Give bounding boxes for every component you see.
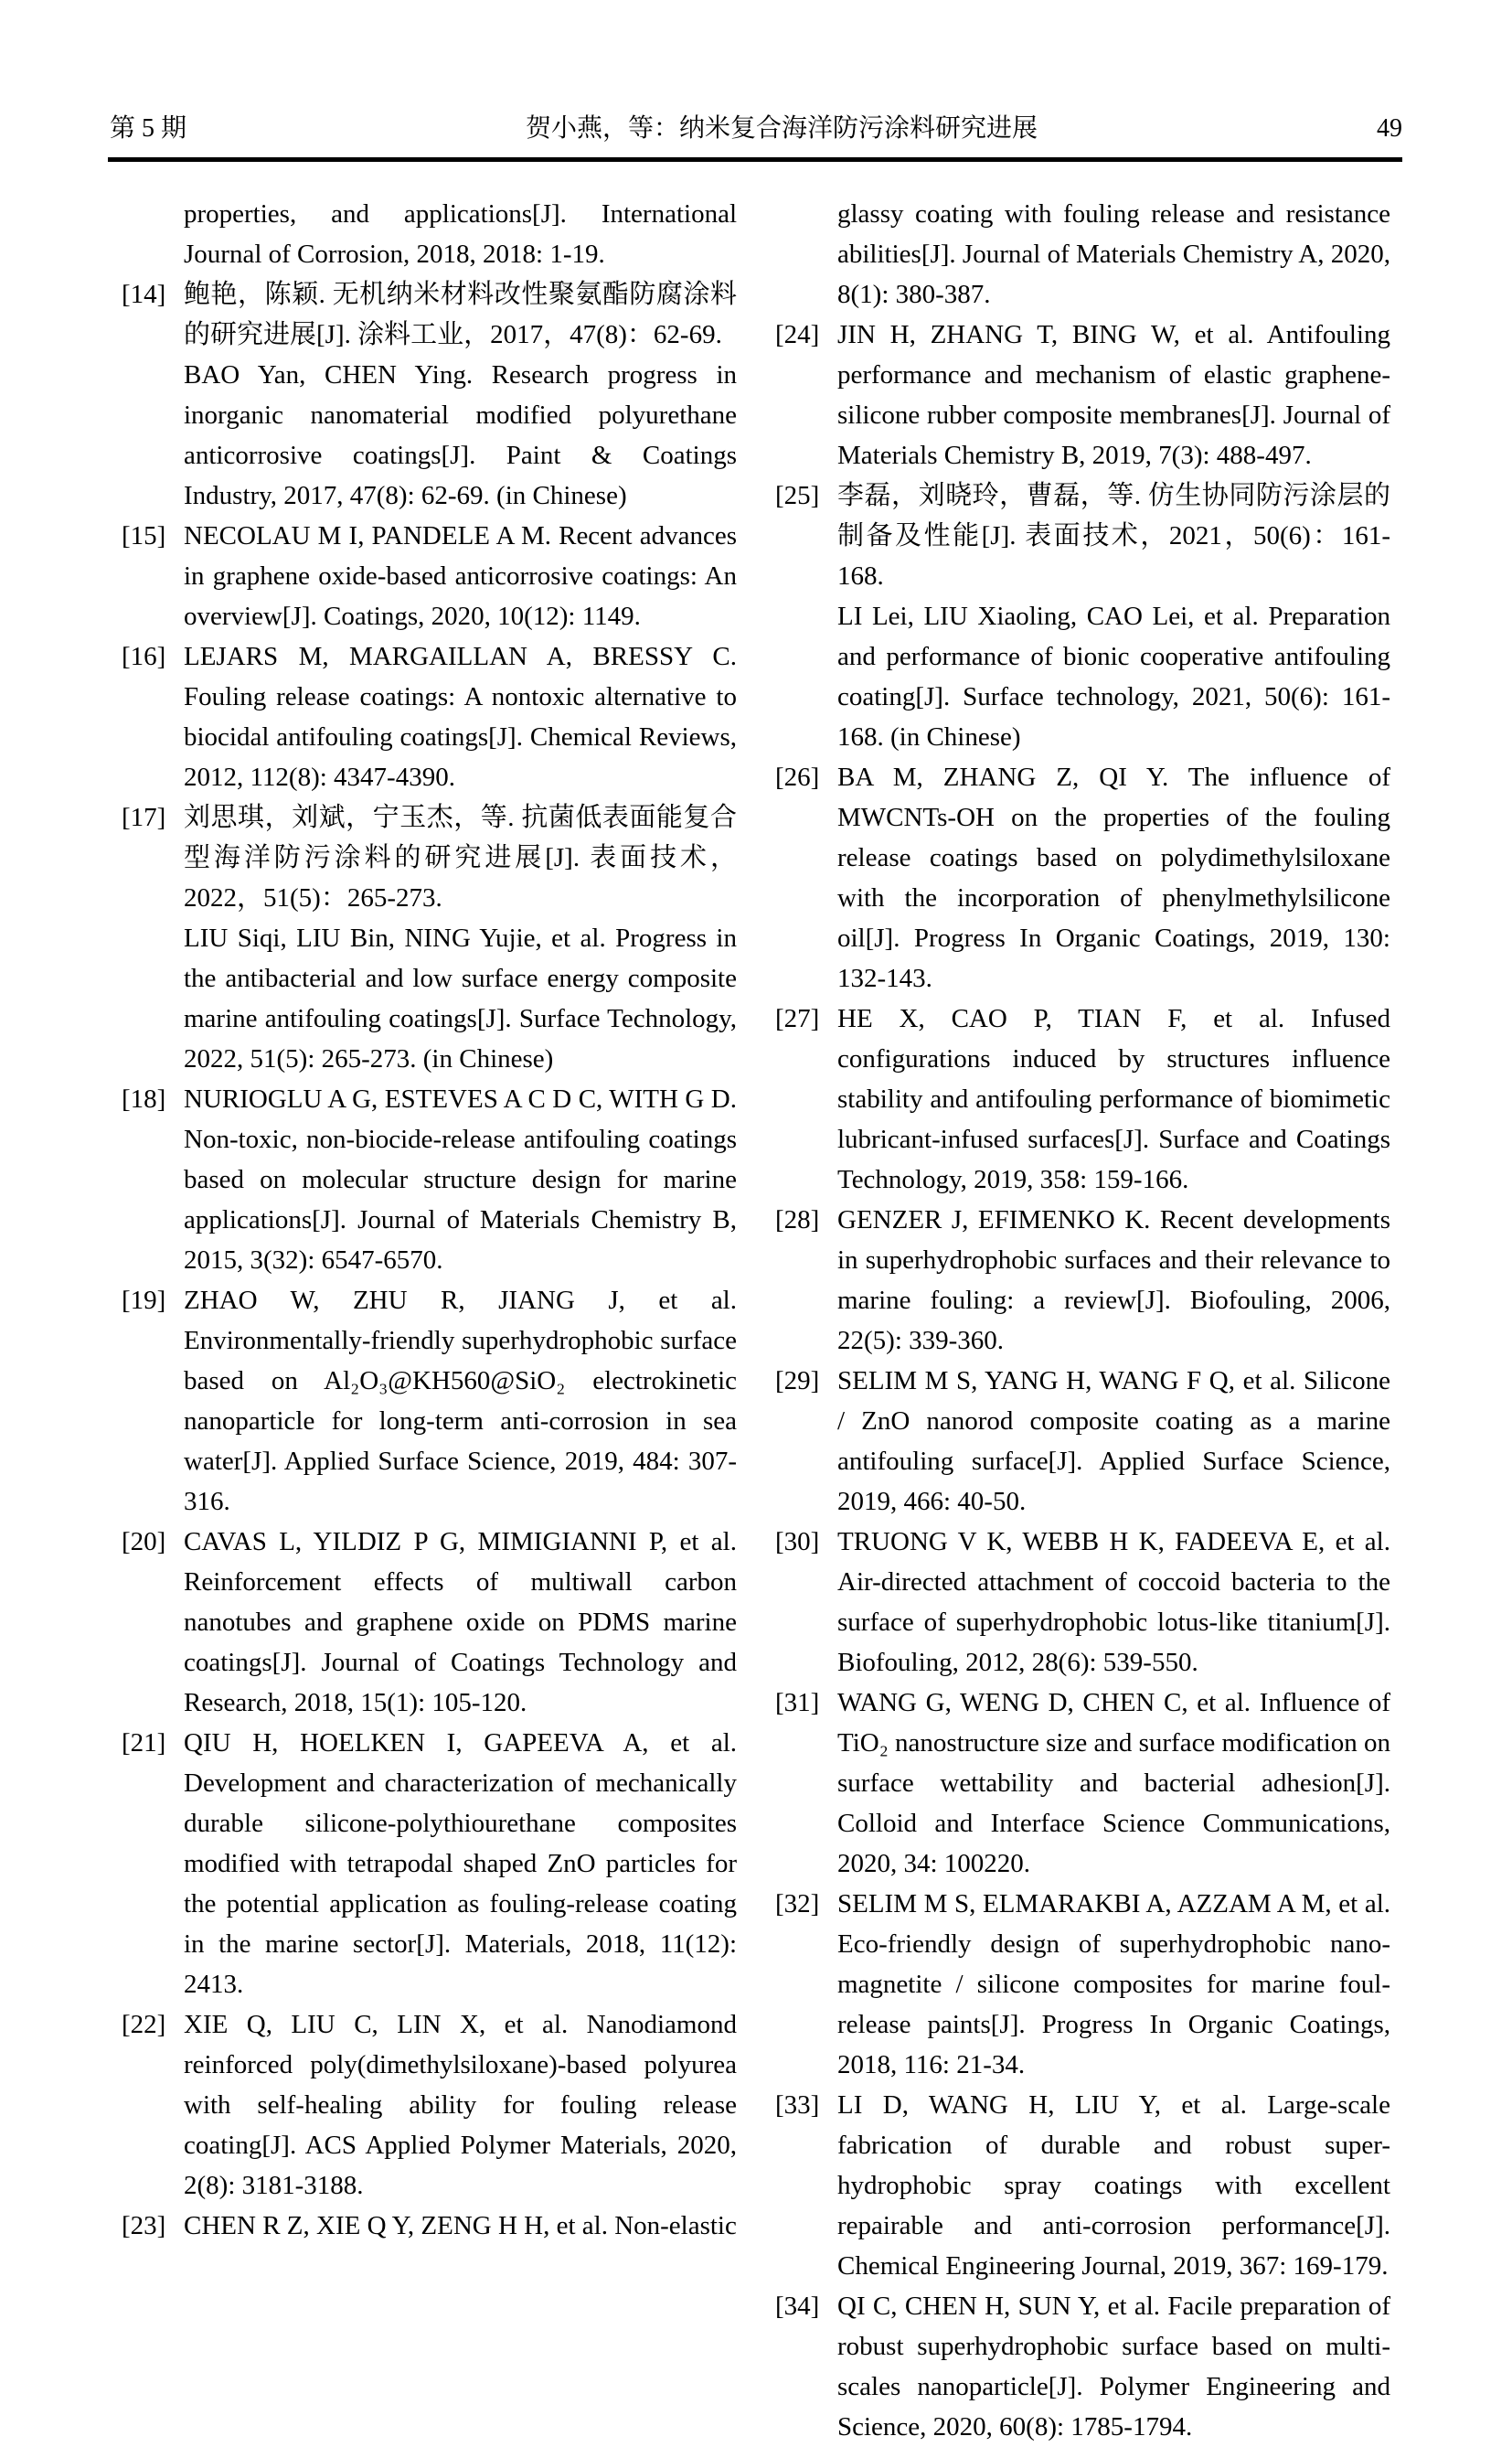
reference-text: 刘思琪，刘斌，宁玉杰，等. 抗菌低表面能复合型海洋防污涂料的研究进展[J]. 表面技术，2022，51(5)：265-273. bbox=[184, 803, 737, 913]
reference-text: LI Lei, LIU Xiaoling, CAO Lei, et al. Preparation and performance of bionic cooperative antifouling coating[J]. Surface technology, 2021, 50(6): 161-168. (in Chinese) bbox=[837, 602, 1390, 752]
reference-item bbox=[775, 999, 1390, 1200]
reference-label: [20] bbox=[122, 1527, 166, 1556]
reference-body bbox=[184, 1079, 737, 1280]
reference-text: 鲍艳，陈颖. 无机纳米材料改性聚氨酯防腐涂料的研究进展[J]. 涂料工业，2017，47(8)：62-69. bbox=[184, 280, 737, 349]
reference-label: [26] bbox=[775, 763, 820, 792]
reference-label: [22] bbox=[122, 2010, 166, 2039]
reference-text: ZHAO W, ZHU R, JIANG J, et al. Environmentally-friendly superhydrophobic surface based on Al₂O₃@KH560@SiO₂ electrokinetic nanoparticle for long-term anti-corrosion in sea water[J]. Applied Surface Science, 2019, 484: 307-316. bbox=[184, 1286, 737, 1516]
reference-label: [17] bbox=[122, 803, 166, 832]
reference-text: QIU H, HOELKEN I, GAPEEVA A, et al. Development and characterization of mechanically durable silicone-polythiourethane composites modified with tetrapodal shaped ZnO particles for the potential application as fouling-release coating in the marine sector[J]. Materials, 2018, 11(12): 2413. bbox=[184, 1728, 737, 1999]
reference-text: XIE Q, LIU C, LIN X, et al. Nanodiamond reinforced poly(dimethylsiloxane)-based polyurea with self-healing ability for fouling release coating[J]. ACS Applied Polymer Materials, 2020, 2(8): 3181-3188. bbox=[184, 2010, 737, 2200]
reference-text: LI D, WANG H, LIU Y, et al. Large-scale fabrication of durable and robust super-hydrophobic spray coatings with excellent repairable and anti-corrosion performance[J]. Chemical Engineering Journal, 2019, 367: 169-179. bbox=[837, 2090, 1390, 2281]
reference-text: NECOLAU M I, PANDELE A M. Recent advances in graphene oxide-based anticorrosive coatings: An overview[J]. Coatings, 2020, 10(12): 1149. bbox=[184, 521, 737, 631]
page-header bbox=[110, 113, 1402, 144]
reference-body bbox=[837, 194, 1390, 315]
reference-text: JIN H, ZHANG T, BING W, et al. Antifouling performance and mechanism of elastic graphene-silicone rubber composite membranes[J]. Journal of Materials Chemistry B, 2019, 7(3): 488-497. bbox=[837, 320, 1390, 470]
reference-body bbox=[184, 1522, 737, 1723]
running-title: 贺小燕，等：纳米复合海洋防污涂料研究进展 bbox=[526, 114, 1038, 143]
reference-label: [32] bbox=[775, 1889, 820, 1918]
reference-body bbox=[837, 999, 1390, 1200]
reference-label: [33] bbox=[775, 2090, 820, 2120]
reference-body bbox=[837, 2085, 1390, 2286]
reference-body bbox=[837, 315, 1390, 476]
reference-label: [30] bbox=[775, 1527, 820, 1556]
reference-item bbox=[775, 1522, 1390, 1683]
reference-text: HE X, CAO P, TIAN F, et al. Infused configurations induced by structures influence stability and antifouling performance of biomimetic lubricant-infused surfaces[J]. Surface and Coatings Technology, 2019, 358: 159-166. bbox=[837, 1004, 1390, 1194]
reference-body bbox=[184, 636, 737, 797]
reference-body bbox=[184, 1280, 737, 1522]
reference-item bbox=[122, 1723, 737, 2004]
reference-item bbox=[122, 636, 737, 797]
reference-item bbox=[775, 315, 1390, 476]
reference-item bbox=[775, 1200, 1390, 1361]
reference-label: [18] bbox=[122, 1085, 166, 1114]
reference-item bbox=[122, 1280, 737, 1522]
reference-text: BAO Yan, CHEN Ying. Research progress in inorganic nanomaterial modified polyurethane anticorrosive coatings[J]. Paint & Coatings Industry, 2017, 47(8): 62-69. (in Chinese) bbox=[184, 360, 737, 510]
reference-item bbox=[775, 194, 1390, 315]
reference-body bbox=[184, 516, 737, 636]
reference-label: [16] bbox=[122, 642, 166, 671]
reference-item bbox=[775, 1361, 1390, 1522]
reference-body bbox=[837, 1683, 1390, 1884]
reference-item bbox=[775, 2085, 1390, 2286]
reference-item bbox=[122, 194, 737, 274]
reference-label: [27] bbox=[775, 1004, 820, 1033]
reference-text: QI C, CHEN H, SUN Y, et al. Facile preparation of robust superhydrophobic surface based on multi-scales nanoparticle[J]. Polymer Engineering and Science, 2020, 60(8): 1785-1794. bbox=[837, 2292, 1390, 2442]
reference-label: [24] bbox=[775, 320, 820, 349]
reference-body bbox=[184, 2206, 737, 2246]
reference-body bbox=[837, 476, 1390, 757]
reference-text: 李磊，刘晓玲，曹磊，等. 仿生协同防污涂层的制备及性能[J]. 表面技术，2021，50(6)：161-168. bbox=[837, 481, 1390, 591]
reference-text: glassy coating with fouling release and resistance abilities[J]. Journal of Materials Chemistry A, 2020, 8(1): 380-387. bbox=[837, 199, 1390, 309]
reference-body bbox=[837, 757, 1390, 999]
reference-label: [15] bbox=[122, 521, 166, 550]
reference-item bbox=[122, 797, 737, 1079]
reference-label: [25] bbox=[775, 481, 820, 510]
reference-item bbox=[122, 274, 737, 516]
page-number: 49 bbox=[1377, 114, 1402, 143]
reference-text: SELIM M S, ELMARAKBI A, AZZAM A M, et al. Eco-friendly design of superhydrophobic nano-magnetite / silicone composites for marine foul-release paints[J]. Progress In Organic Coatings, 2018, 116: 21-34. bbox=[837, 1889, 1390, 2079]
reference-item bbox=[122, 1079, 737, 1280]
reference-body bbox=[837, 1200, 1390, 1361]
reference-item bbox=[122, 2206, 737, 2246]
reference-item bbox=[775, 476, 1390, 757]
reference-item bbox=[775, 1683, 1390, 1884]
reference-body bbox=[184, 274, 737, 516]
reference-label: [28] bbox=[775, 1205, 820, 1234]
reference-item bbox=[775, 2286, 1390, 2447]
references-column-left bbox=[122, 194, 737, 2246]
reference-body bbox=[837, 1522, 1390, 1683]
reference-body bbox=[837, 1884, 1390, 2085]
reference-text: BA M, ZHANG Z, QI Y. The influence of MWCNTs-OH on the properties of the fouling release coatings based on polydimethylsiloxane with the incorporation of phenylmethylsilicone oil[J]. Progress In Organic Coatings, 2019, 130: 132-143. bbox=[837, 763, 1390, 993]
reference-text: CAVAS L, YILDIZ P G, MIMIGIANNI P, et al. Reinforcement effects of multiwall carbon nanotubes and graphene oxide on PDMS marine coatings[J]. Journal of Coatings Technology and Research, 2018, 15(1): 105-120. bbox=[184, 1527, 737, 1717]
reference-body bbox=[184, 797, 737, 1079]
reference-label: [29] bbox=[775, 1366, 820, 1395]
reference-label: [23] bbox=[122, 2211, 166, 2240]
reference-text: LEJARS M, MARGAILLAN A, BRESSY C. Fouling release coatings: A nontoxic alternative to biocidal antifouling coatings[J]. Chemical Reviews, 2012, 112(8): 4347-4390. bbox=[184, 642, 737, 792]
reference-body bbox=[837, 1361, 1390, 1522]
journal-issue: 第 5 期 bbox=[110, 114, 187, 143]
reference-label: [14] bbox=[122, 280, 166, 309]
reference-text: GENZER J, EFIMENKO K. Recent developments in superhydrophobic surfaces and their relevance to marine fouling: a review[J]. Biofouling, 2006, 22(5): 339-360. bbox=[837, 1205, 1390, 1355]
reference-item bbox=[775, 1884, 1390, 2085]
reference-body bbox=[184, 2004, 737, 2206]
reference-text: TRUONG V K, WEBB H K, FADEEVA E, et al. Air-directed attachment of coccoid bacteria to the surface of superhydrophobic lotus-like titanium[J]. Biofouling, 2012, 28(6): 539-550. bbox=[837, 1527, 1390, 1677]
reference-item bbox=[122, 516, 737, 636]
reference-body bbox=[837, 2286, 1390, 2447]
reference-text: NURIOGLU A G, ESTEVES A C D C, WITH G D. Non-toxic, non-biocide-release antifouling coatings based on molecular structure design for marine applications[J]. Journal of Materials Chemistry B, 2015, 3(32): 6547-6570. bbox=[184, 1085, 737, 1275]
reference-label: [19] bbox=[122, 1286, 166, 1315]
references-column-right bbox=[775, 194, 1390, 2447]
reference-label: [21] bbox=[122, 1728, 166, 1758]
reference-text: LIU Siqi, LIU Bin, NING Yujie, et al. Progress in the antibacterial and low surface energy composite marine antifouling coatings[J]. Surface Technology, 2022, 51(5): 265-273. (in Chinese) bbox=[184, 924, 737, 1074]
reference-item bbox=[775, 757, 1390, 999]
reference-item bbox=[122, 2004, 737, 2206]
reference-label: [31] bbox=[775, 1688, 820, 1717]
reference-text: CHEN R Z, XIE Q Y, ZENG H H, et al. Non-elastic bbox=[184, 2211, 737, 2240]
reference-text: properties, and applications[J]. International Journal of Corrosion, 2018, 2018: 1-19. bbox=[184, 199, 737, 269]
reference-item bbox=[122, 1522, 737, 1723]
reference-body bbox=[184, 194, 737, 274]
header-rule bbox=[108, 157, 1402, 162]
reference-text: WANG G, WENG D, CHEN C, et al. Influence of TiO₂ nanostructure size and surface modification on surface wettability and bacterial adhesion[J]. Colloid and Interface Science Communications, 2020, 34: 100220. bbox=[837, 1688, 1390, 1878]
reference-text: SELIM M S, YANG H, WANG F Q, et al. Silicone / ZnO nanorod composite coating as a marine antifouling surface[J]. Applied Surface Science, 2019, 466: 40-50. bbox=[837, 1366, 1390, 1516]
reference-label: [34] bbox=[775, 2292, 820, 2321]
reference-body bbox=[184, 1723, 737, 2004]
